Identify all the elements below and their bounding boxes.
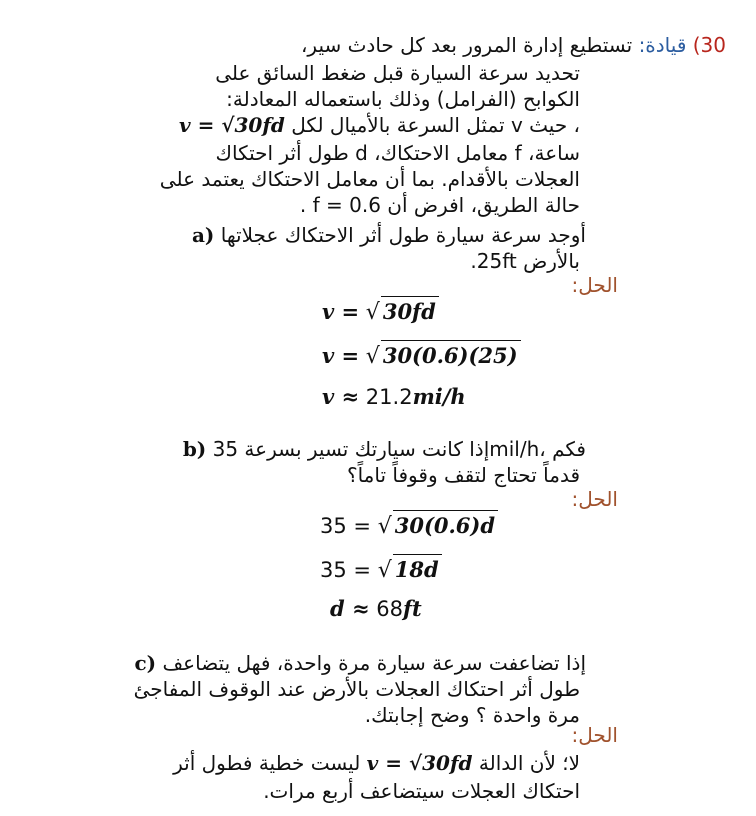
solution-label-a: الحل:	[571, 273, 618, 297]
solution-label-b: الحل:	[571, 487, 618, 511]
problem-line-5: ساعة، f معامل الاحتكاك، d طول أثر احتكاك	[215, 141, 580, 165]
part-a-line-1	[192, 222, 586, 248]
part-b-line-1	[183, 436, 586, 462]
problem-keyword: قيادة:	[638, 33, 687, 57]
solution-a-eq-3: v ≈ 21.2mi/h	[322, 384, 466, 409]
problem-text: تستطيع إدارة المرور بعد كل حادث سير،	[300, 33, 633, 57]
part-b-label: b)	[182, 437, 207, 461]
problem-line-7: حالة الطريق، افرض أن f = 0.6 .	[299, 193, 580, 217]
solution-c-line-1: لا؛ لأن الدالة v = √30fd ليست خطية فطول أثر	[173, 751, 580, 775]
problem-text: ، حيث v تمثل السرعة بالأميال لكل	[291, 113, 580, 137]
problem-line-3: الكوابح (الفرامل) وذلك باستعماله المعادلة:	[226, 87, 580, 111]
part-c-line-3: مرة واحدة ؟ وضح إجابتك.	[364, 703, 580, 727]
problem-line-1	[301, 32, 726, 58]
problem-line-4	[179, 112, 580, 138]
solution-c-formula: v = √30fd	[366, 751, 473, 775]
part-a-label: a)	[191, 223, 215, 247]
solution-a-eq-2: v = √ 30(0.6)(25)	[322, 340, 521, 372]
part-b-line-2: قدماً تحتاج لتقف وقوفاً تاماً؟	[346, 463, 580, 487]
solution-a-eq-1: v = √ 30fd	[322, 296, 439, 328]
solution-c-line-2: احتكاك العجلات سيتضاعف أربع مرات.	[263, 779, 580, 803]
part-c-text: إذا تضاعفت سرعة سيارة مرة واحدة، فهل يتضاعف	[162, 651, 586, 675]
part-a-line-2: بالأرض 25ft.	[470, 249, 580, 273]
part-c-line-1	[134, 650, 586, 676]
problem-formula: v = √30fd	[179, 113, 285, 137]
solution-label-c: الحل:	[571, 723, 618, 747]
problem-line-2: تحديد سرعة السيارة قبل ضغط السائق على	[215, 61, 580, 85]
solution-b-eq-2: 35 = √ 18d	[320, 554, 442, 586]
part-a-text: أوجد سرعة سيارة طول أثر الاحتكاك عجلاتها	[220, 223, 586, 247]
part-c-label: c)	[134, 651, 157, 675]
problem-number: 30)	[692, 33, 726, 57]
problem-line-6: العجلات بالأقدام. بما أن معامل الاحتكاك يعتمد على	[159, 167, 580, 191]
solution-b-eq-3: d ≈ 68ft	[330, 596, 422, 621]
part-c-line-2: طول أثر احتكاك العجلات بالأرض عند الوقوف المفاجئ	[133, 677, 580, 701]
solution-b-eq-1: 35 = √ 30(0.6)d	[320, 510, 498, 542]
part-b-text: إذا كانت سيارتك تسير بسرعة 35mil/h، فكم	[212, 437, 586, 461]
